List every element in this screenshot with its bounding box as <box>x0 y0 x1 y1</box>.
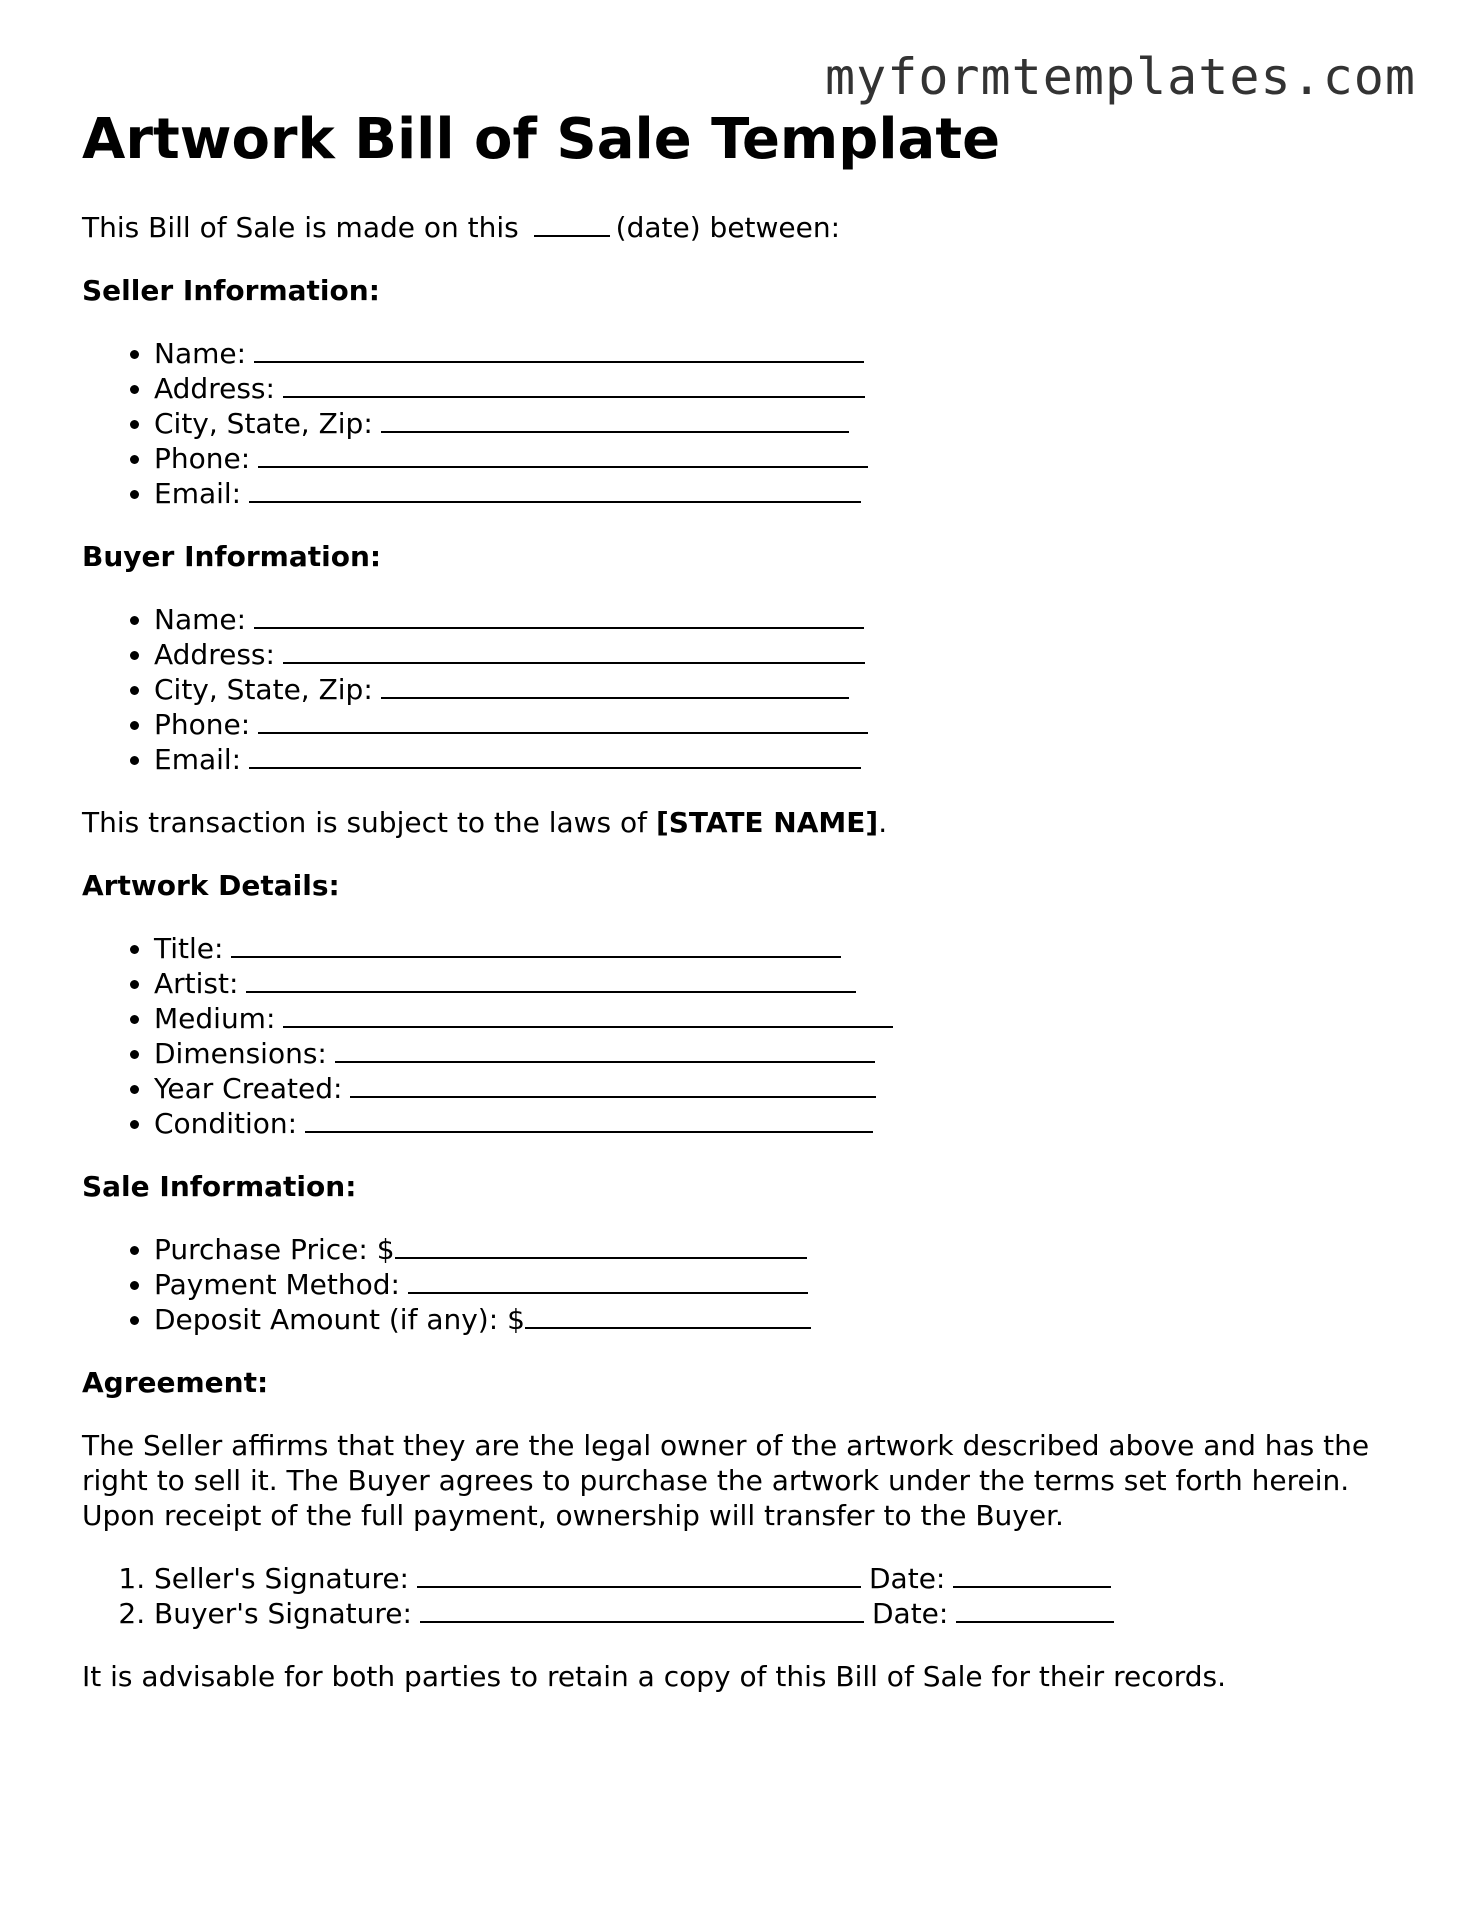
list-item <box>154 476 1402 511</box>
field-label: City, State, Zip: <box>154 407 373 440</box>
field-label: Dimensions: <box>154 1037 327 1070</box>
field-label: Email: <box>154 743 242 776</box>
buyer-name-blank[interactable] <box>254 603 864 629</box>
agreement-heading: Agreement: <box>82 1366 269 1399</box>
field-label: Payment Method: <box>154 1268 400 1301</box>
field-label: Phone: <box>154 708 251 741</box>
field-label: Address: <box>154 638 275 671</box>
state-name: [STATE NAME] <box>655 806 879 839</box>
deposit-amount-blank[interactable] <box>525 1303 811 1329</box>
list-item <box>154 406 1402 441</box>
date-blank[interactable] <box>534 211 610 237</box>
list-item <box>154 602 1402 637</box>
seller-city-blank[interactable] <box>381 407 849 433</box>
payment-method-blank[interactable] <box>408 1268 808 1294</box>
sale-fields <box>82 1232 1402 1337</box>
date-label: Date: <box>871 1597 949 1630</box>
sale-heading: Sale Information: <box>82 1170 357 1203</box>
buyer-city-blank[interactable] <box>381 673 849 699</box>
seller-heading: Seller Information: <box>82 274 380 307</box>
governing-law <box>82 805 1402 840</box>
artwork-medium-blank[interactable] <box>283 1002 893 1028</box>
list-item <box>154 371 1402 406</box>
artwork-dimensions-blank[interactable] <box>335 1037 875 1063</box>
list-item <box>154 1596 1402 1631</box>
list-item <box>154 336 1402 371</box>
artwork-year-blank[interactable] <box>350 1072 876 1098</box>
purchase-price-blank[interactable] <box>395 1233 807 1259</box>
field-label: Address: <box>154 372 275 405</box>
law-prefix: This transaction is subject to the laws of <box>82 806 648 839</box>
seller-signature-blank[interactable] <box>417 1562 861 1588</box>
artwork-condition-blank[interactable] <box>305 1107 873 1133</box>
field-label: Condition: <box>154 1107 298 1140</box>
agreement-text: The Seller affirms that they are the legal owner of the artwork described above and has the right to sell it. The Buyer agrees to purchase the artwork under the terms set forth herein. Upon receipt of the full payment, ownership will transfer to the Buyer. <box>82 1429 1370 1532</box>
closing-note: It is advisable for both parties to retain a copy of this Bill of Sale for their records. <box>82 1660 1227 1693</box>
buyer-phone-blank[interactable] <box>258 708 868 734</box>
list-item <box>154 1036 1402 1071</box>
law-suffix: . <box>878 806 888 839</box>
field-label: Name: <box>154 603 247 636</box>
seller-fields <box>82 336 1402 511</box>
seller-date-blank[interactable] <box>953 1562 1111 1588</box>
list-item <box>154 1267 1402 1302</box>
buyer-address-blank[interactable] <box>283 638 865 664</box>
artwork-fields <box>82 931 1402 1141</box>
field-label: Purchase Price: $ <box>154 1233 395 1266</box>
signature-list <box>82 1561 1402 1631</box>
list-item <box>154 707 1402 742</box>
watermark: myformtemplates.com <box>825 48 1416 106</box>
document-page <box>82 100 1402 1694</box>
seller-phone-blank[interactable] <box>258 442 868 468</box>
list-item <box>154 672 1402 707</box>
field-label: City, State, Zip: <box>154 673 373 706</box>
artwork-title-blank[interactable] <box>231 932 841 958</box>
buyer-heading: Buyer Information: <box>82 540 382 573</box>
buyer-date-blank[interactable] <box>956 1597 1114 1623</box>
list-item <box>154 1561 1402 1596</box>
list-item <box>154 637 1402 672</box>
list-item <box>154 742 1402 777</box>
list-item <box>154 1232 1402 1267</box>
intro-prefix: This Bill of Sale is made on this <box>82 211 519 244</box>
signature-label: Buyer's Signature: <box>154 1597 412 1630</box>
field-label: Medium: <box>154 1002 276 1035</box>
field-label: Artist: <box>154 967 239 1000</box>
field-label: Year Created: <box>154 1072 343 1105</box>
list-item <box>154 931 1402 966</box>
seller-email-blank[interactable] <box>249 477 861 503</box>
list-item <box>154 441 1402 476</box>
list-item <box>154 1071 1402 1106</box>
field-label: Deposit Amount (if any): $ <box>154 1303 525 1336</box>
list-item <box>154 1302 1402 1337</box>
artwork-heading: Artwork Details: <box>82 869 340 902</box>
list-item <box>154 1106 1402 1141</box>
signature-label: Seller's Signature: <box>154 1562 409 1595</box>
list-item <box>154 966 1402 1001</box>
field-label: Name: <box>154 337 247 370</box>
date-label: Date: <box>869 1562 946 1595</box>
seller-address-blank[interactable] <box>283 372 865 398</box>
field-label: Phone: <box>154 442 251 475</box>
buyer-email-blank[interactable] <box>249 743 861 769</box>
field-label: Email: <box>154 477 242 510</box>
intro-line <box>82 210 1402 245</box>
buyer-signature-blank[interactable] <box>420 1597 864 1623</box>
buyer-fields <box>82 602 1402 777</box>
field-label: Title: <box>154 932 224 965</box>
intro-suffix: (date) between: <box>615 211 841 244</box>
artwork-artist-blank[interactable] <box>246 967 856 993</box>
seller-name-blank[interactable] <box>254 337 864 363</box>
page-title: Artwork Bill of Sale Template <box>82 107 1001 172</box>
list-item <box>154 1001 1402 1036</box>
